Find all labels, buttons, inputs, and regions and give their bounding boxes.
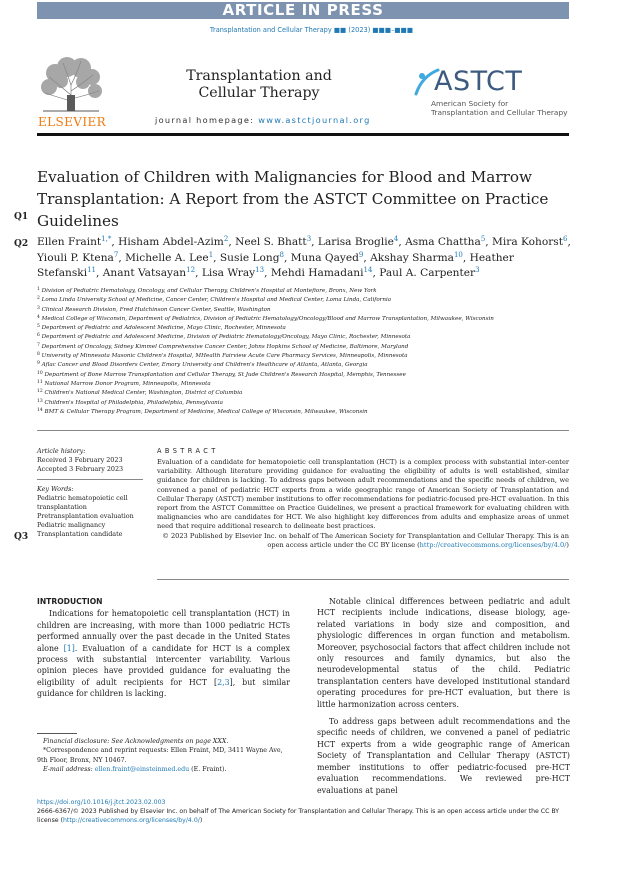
affiliation-number: 1 (37, 287, 40, 292)
author-name: Ellen Fraint (37, 236, 102, 248)
author-name: Neel S. Bhatt (235, 236, 307, 248)
affiliation-text: Department of Pediatric and Adolescent Medicine, Division of Pediatric Hematology/Oncology, Mayo Clinic, Rochester, Minnesota (41, 334, 411, 341)
author-affiliation-ref[interactable]: 7 (113, 250, 119, 259)
citation-link-2-3[interactable]: 2,3 (217, 677, 230, 687)
author-name: Michelle A. Lee (125, 251, 209, 264)
author-separator: , (96, 267, 103, 279)
author-entry (235, 236, 318, 248)
keyword-item: Pediatric hematopoietic cell transplantation (37, 494, 128, 511)
received-date: Received 3 February 2023 (37, 456, 123, 464)
author-affiliation-ref[interactable]: 12 (186, 266, 196, 274)
affiliation-item (37, 380, 571, 389)
author-separator: , (195, 267, 202, 279)
affiliation-item (37, 408, 571, 417)
author-entry (202, 267, 271, 279)
affiliation-number: 10 (37, 370, 43, 376)
affiliation-text: Department of Pediatric and Adolescent Medicine, Mayo Clinic, Rochester, Minnesota (41, 325, 286, 332)
author-entry (492, 236, 571, 248)
affiliation-text: Aflac Cancer and Blood Disorders Center, Emory University and Children's Healthcare of Atlanta, Atlanta, Georgia (41, 362, 368, 369)
author-separator: , (111, 236, 119, 248)
abstract-copyright: © 2023 Published by Elsevier Inc. on behalf of The American Society for Transplantation and Cellular Therapy. This is an open access article under the CC BY license ( (162, 531, 569, 549)
author-name: Muna Qayed (290, 251, 359, 264)
affiliation-item (37, 333, 571, 342)
author-name: Mehdi Hamadani (270, 267, 364, 279)
author-separator: , (228, 236, 236, 248)
author-name: Susie Long (219, 251, 280, 264)
author-affiliation-ref[interactable]: 9 (358, 250, 364, 259)
affiliation-text: Division of Pediatric Hematology, Oncology, and Cellular Therapy, Children's Hospital at Montefiore, Bronx, New York (41, 288, 377, 294)
author-separator: , (485, 236, 493, 248)
query-mark-q3[interactable]: Q3 (14, 532, 29, 542)
astct-wordmark: ASTCT (434, 66, 523, 97)
author-affiliation-ref[interactable]: 8 (279, 250, 284, 259)
author-entry (125, 252, 220, 264)
article-info (37, 447, 147, 539)
affiliation-number: 7 (37, 342, 40, 348)
author-affiliation-ref[interactable]: 1,* (101, 235, 112, 243)
intro-paragraph-2: Notable clinical differences between pediatric and adult HCT recipients include indications, disease biology, age-related variations in body size and composition, and physiologic differences in organ function and metabolism. Moreover, psychosocial factors that affect children include not only resources and family dynamics, but also the neurodevelopmental status of the child. Pediatric transplantation centers have developed institutional standard operating procedures for pre-HCT evaluation, but there is little harmonization across centers. (317, 597, 570, 709)
author-name: Larisa Broglie (317, 236, 394, 248)
author-entry (37, 252, 125, 264)
history-label: Article history: (37, 447, 86, 455)
affiliation-number: 2 (37, 296, 40, 302)
keyword-item: Pediatric malignancy (37, 521, 106, 529)
author-affiliation-ref[interactable]: 2 (223, 235, 229, 243)
abstract-rule (157, 579, 569, 580)
author-entry (271, 267, 379, 279)
author-name: Mira Kohorst (492, 236, 563, 248)
keyword-item: Transplantation candidate (37, 530, 123, 538)
author-affiliation-ref[interactable]: 11 (87, 266, 97, 274)
author-separator: , (311, 236, 318, 248)
bottom-close-paren: ) (199, 817, 203, 824)
affiliation-number: 6 (37, 333, 40, 339)
section-heading-introduction: INTRODUCTION (37, 597, 103, 606)
author-entry (37, 236, 118, 248)
elsevier-wordmark: ELSEVIER (38, 115, 107, 129)
affiliation-list (37, 287, 571, 417)
affiliation-number: 8 (37, 352, 40, 358)
affiliation-number: 4 (37, 314, 40, 320)
affiliation-item (37, 296, 571, 305)
journal-title: Transplantation and Cellular Therapy (186, 68, 332, 101)
affiliation-divider (37, 430, 569, 431)
article-in-press-banner: ARTICLE IN PRESS (37, 2, 569, 19)
author-affiliation-ref[interactable]: 6 (563, 235, 568, 243)
affiliation-item (37, 287, 571, 296)
intro-p1-text-b: . Evaluation of a candidate for HCT is a complex process with substantial intercenter variability. Various opinion pieces have provided guidance for evaluating the eligibility of adult recipients for HCT [ (37, 643, 291, 687)
abstract-body (157, 458, 569, 550)
author-separator: , (462, 251, 470, 264)
abstract-license-link[interactable]: http://creativecommons.org/licenses/by/4.0/ (419, 540, 567, 549)
article-title: Evaluation of Children with Malignancies for Blood and Marrow Transplantation: A Report from the ASTCT Committee on Practice Guidelines (37, 168, 549, 230)
footnote-rule (37, 733, 77, 734)
author-affiliation-ref[interactable]: 3 (475, 266, 480, 274)
body-column-left (37, 596, 290, 700)
astct-subtitle-line2: Transplantation and Cellular Therapy (431, 108, 568, 117)
financial-disclosure: Financial disclosure: See Acknowledgments on page XXX. (43, 738, 229, 745)
affiliation-text: Children's Hospital of Philadelphia, Philadelphia, Pennsylvania (44, 399, 223, 406)
affiliation-text: Department of Oncology, Sidney Kimmel Comprehensive Cancer Center, Johns Hopkins School of Medicine, Baltimore, Maryland (41, 343, 409, 350)
affiliation-number: 12 (37, 389, 43, 395)
correspondence-note: *Correspondence and reprint requests: Ellen Fraint, MD, 3411 Wayne Ave, 9th Floor, Bronx, NY 10467. (37, 747, 283, 764)
keywords-label: Key Words: (37, 485, 74, 493)
affiliation-number: 3 (37, 305, 40, 311)
citation-link-1[interactable]: [1] (63, 643, 75, 653)
author-affiliation-ref[interactable]: 5 (480, 235, 486, 243)
homepage-link[interactable]: www.astctjournal.org (258, 115, 371, 125)
header-rule (37, 133, 569, 136)
author-separator: , (213, 251, 220, 264)
body-column-right (317, 596, 570, 796)
intro-paragraph-1 (37, 608, 290, 699)
affiliation-item (37, 324, 571, 333)
author-separator: , (398, 236, 406, 248)
abstract-close-paren: ) (566, 540, 569, 549)
author-entry (103, 267, 202, 279)
bottom-bibliographic (37, 798, 571, 825)
author-separator: , (118, 251, 126, 264)
affiliation-item (37, 306, 571, 315)
email-label: E-mail address: (43, 765, 95, 773)
email-note (37, 765, 290, 774)
author-separator: , (264, 267, 271, 279)
intro-p1-text-a: Indications for hematopoietic cell transplantation (HCT) in children are increasing, with more than 1000 pediatric HCTs performed annually over the past decade in the United States alone (37, 609, 290, 653)
affiliation-number: 11 (37, 379, 43, 385)
affiliation-number: 5 (37, 324, 40, 330)
affiliation-text: National Marrow Donor Program, Minneapolis, Minnesota (44, 380, 211, 387)
author-affiliation-ref[interactable]: 14 (363, 266, 373, 274)
author-name: Yiouli P. Ktena (37, 251, 114, 264)
footnotes (37, 737, 290, 774)
affiliation-item (37, 389, 571, 398)
query-mark-q2[interactable]: Q2 (14, 239, 29, 249)
affiliation-text: Department of Bone Marrow Transplantation and Cellular Therapy, St Jude Children's Research Hospital, Memphis, Tennessee (44, 371, 406, 378)
journal-homepage (155, 115, 371, 125)
author-name: Paul A. Carpenter (379, 267, 476, 279)
author-name: Anant Vatsayan (102, 267, 187, 279)
author-affiliation-ref[interactable]: 1 (208, 250, 214, 259)
author-affiliation-ref[interactable]: 4 (393, 235, 399, 243)
author-separator: , (567, 236, 571, 248)
author-entry (318, 236, 405, 248)
affiliation-item (37, 399, 571, 408)
homepage-label: journal homepage: (155, 115, 255, 125)
affiliation-text: Children's National Medical Center, Washington, District of Columbia (44, 390, 243, 397)
affiliation-item (37, 371, 571, 380)
affiliation-text: BMT & Cellular Therapy Program, Department of Medicine, Medical College of Wisconsin, Milwaukee, Wisconsin (44, 408, 368, 415)
bottom-license-link[interactable]: http://creativecommons.org/licenses/by/4.0/ (62, 817, 200, 824)
author-name: Lisa Wray (201, 267, 256, 279)
author-entry (220, 252, 291, 264)
affiliation-number: 14 (37, 407, 43, 413)
author-affiliation-ref[interactable]: 10 (453, 250, 463, 259)
query-mark-q1[interactable]: Q1 (14, 212, 29, 222)
astct-subtitle-line1: American Society for (431, 99, 509, 108)
email-link[interactable]: ellen.fraint@einsteinmed.edu (94, 765, 190, 773)
intro-paragraph-3: To address gaps between adult recommendations and the specific needs of children, we convened a panel of pediatric HCT experts from a wide geographic range of American Society of Transplantation and Cellular Therapy (ASTCT) member institutions to offer pediatric-focused pre-HCT evaluation recommendations. We reviewed pre-HCT evaluations at panel (317, 717, 570, 795)
affiliation-text: Medical College of Wisconsin, Department of Pediatrics, Division of Pediatric Hematology/Oncology/Blood and Marrow Transplantation, Milwaukee, Wisconsin (41, 315, 494, 322)
issn-line: 2666-6367/© 2023 Published by Elsevier Inc. on behalf of The American Society for Transplantation and Cellular Therapy. This is an open access article under the CC BY license ( (37, 808, 560, 824)
author-entry (118, 236, 235, 248)
author-separator: , (363, 251, 371, 264)
info-divider (37, 479, 143, 480)
author-entry (379, 267, 479, 279)
affiliation-number: 9 (37, 361, 40, 367)
affiliation-number: 13 (37, 398, 43, 404)
accepted-date: Accepted 3 February 2023 (37, 465, 124, 473)
author-entry (291, 252, 370, 264)
affiliation-item (37, 352, 571, 361)
author-affiliation-ref[interactable]: 13 (255, 266, 265, 274)
affiliation-text: University of Minnesota Masonic Children's Hospital, MHealth Fairview Acute Care Pharmacy Services, Minneapolis, Minnesota (41, 353, 408, 360)
affiliation-item (37, 343, 571, 352)
keyword-item: Pretransplantation evaluation (37, 512, 134, 520)
abstract-heading: ABSTRACT (157, 447, 219, 455)
author-name: Heather Stefanski (37, 251, 514, 279)
affiliation-item (37, 361, 571, 370)
abstract-text: Evaluation of a candidate for hematopoietic cell transplantation (HCT) is a complex process with substantial inter-center variability. Although literature providing guidance for evaluating the eligibility of adults is well established, similar guidance for children is lacking. To address gaps between adult recommendations and the specific needs of children, we convened a panel of pediatric HCT experts from a wide geographic range of American Society of Transplantation and Cellular Therapy (ASTCT) member institutions to offer recommendations for pediatric-focused pre-HCT evaluation. In this report from the ASTCT Committee on Practice Guidelines, we present a practical framework for evaluating children with malignancies who are candidates for HCT. We also highlight key differences from adults and emphasize areas of unmet need that require additional research to delineate best practices. (157, 458, 569, 531)
author-entry (405, 236, 492, 248)
affiliation-item (37, 315, 571, 324)
email-tail: (E. Fraint). (189, 765, 227, 773)
author-entry (370, 252, 470, 264)
author-name: Asma Chattha (405, 236, 481, 248)
affiliation-text: Clinical Research Division, Fred Hutchinson Cancer Center, Seattle, Washington (41, 306, 271, 313)
intro-p1-text-c: ], but similar guidance for children is lacking. (37, 677, 290, 699)
author-name: Akshay Sharma (370, 251, 454, 264)
author-separator: , (283, 251, 291, 264)
author-affiliation-ref[interactable]: 3 (306, 235, 312, 243)
astct-subtitle (431, 99, 568, 117)
author-name: Hisham Abdel-Azim (118, 236, 224, 248)
journal-citation-line[interactable]: Transplantation and Cellular Therapy ■■ (2023) ■■■–■■■ (209, 26, 414, 34)
author-separator: , (372, 267, 380, 279)
affiliation-text: Loma Linda University School of Medicine, Cancer Center, Children's Hospital and Medical Center, Loma Linda, California (41, 297, 392, 304)
doi-link[interactable]: https://doi.org/10.1016/j.jtct.2023.02.003 (37, 799, 166, 806)
author-list (37, 235, 571, 282)
